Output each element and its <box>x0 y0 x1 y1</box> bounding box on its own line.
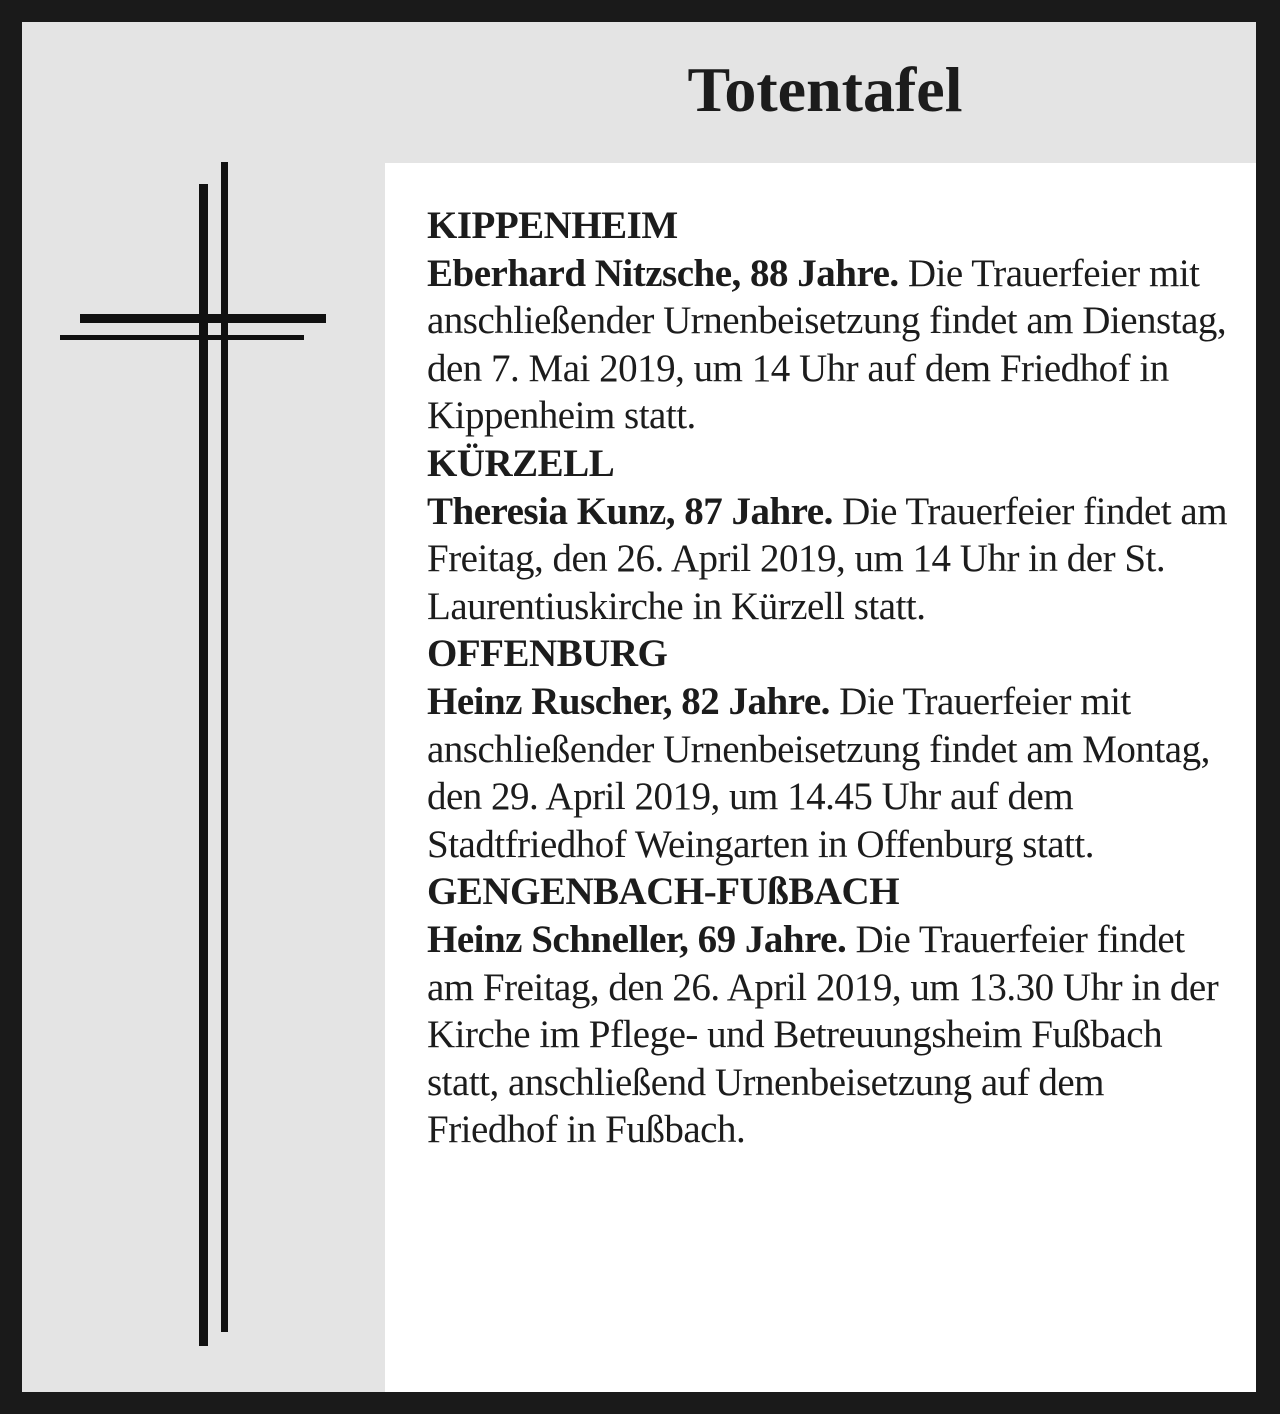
entry-name: Eberhard Nitzsche, 88 Jahre. <box>427 251 899 295</box>
entry-body <box>427 488 1237 631</box>
entry-name: Heinz Ruscher, 82 Jahre. <box>427 679 830 723</box>
entry-name: Theresia Kunz, 87 Jahre. <box>427 489 833 533</box>
entry-place: KIPPENHEIM <box>427 204 678 247</box>
entry-description: Die Trauerfeier mit anschließender Urnenbeisetzung findet am Montag, den 29. April 2019, um 14.45 Uhr auf dem Stadtfriedhof Weingarten in Offenburg statt. <box>427 679 1210 866</box>
cross-horizontal-bar-lower <box>60 335 304 340</box>
cross-icon <box>60 162 330 1352</box>
entry-description: Die Trauerfeier findet am Freitag, den 26. April 2019, um 14 Uhr in der St. Laurentiuskirche in Kürzell statt. <box>427 489 1228 628</box>
entry-place: GENGENBACH-FUßBACH <box>427 870 900 914</box>
entry-body <box>427 916 1237 1154</box>
entry-body <box>427 678 1237 868</box>
cross-horizontal-bar-upper <box>80 314 326 323</box>
entry-name: Heinz Schneller, 69 Jahre. <box>427 917 847 961</box>
entry-description: Die Trauerfeier findet am Freitag, den 26. April 2019, um 13.30 Uhr in der Kirche im Pflege- und Betreuungsheim Fußbach statt, anschließend Urnenbeisetzung auf dem Friedhof in Fußbach. <box>427 917 1219 1152</box>
entry-description: Die Trauerfeier mit anschließender Urnenbeisetzung findet am Dienstag, den 7. Mai 2019, um 14 Uhr auf dem Friedhof in Kippenheim statt. <box>427 251 1227 438</box>
obituary-entry <box>427 440 1237 630</box>
entry-place: KÜRZELL <box>427 441 615 485</box>
obituary-list <box>427 202 1237 1154</box>
cross-vertical-bar-left <box>199 184 208 1346</box>
entry-place: OFFENBURG <box>427 632 668 676</box>
page-title: Totentafel <box>687 54 963 125</box>
obituary-entry <box>427 202 1237 440</box>
obituary-entry <box>427 868 1237 1154</box>
obituary-entry <box>427 630 1237 868</box>
entry-body <box>427 250 1237 440</box>
